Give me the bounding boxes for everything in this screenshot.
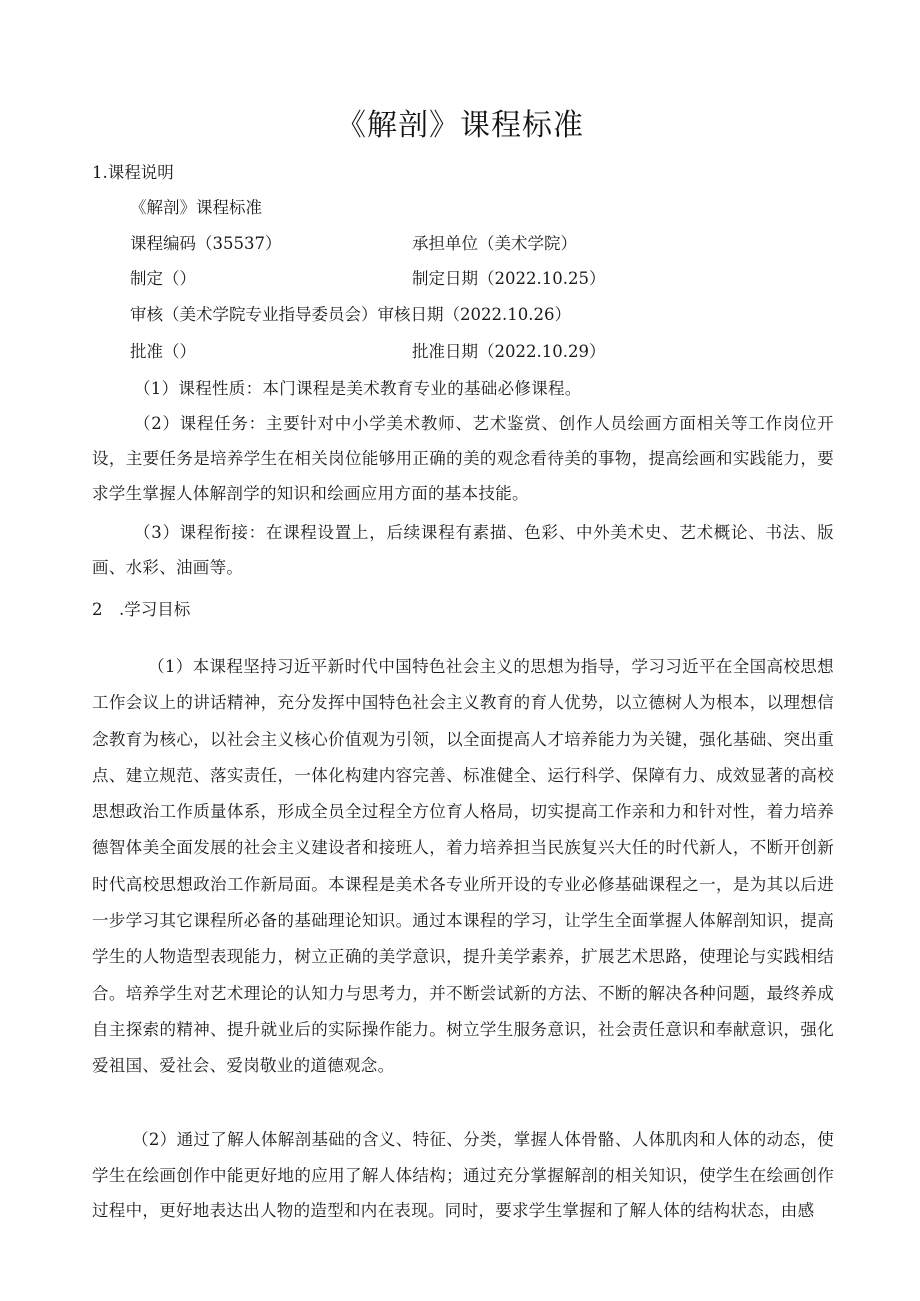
course-nature-paragraph: （1）课程性质：本门课程是美术教育专业的基础必修课程。 — [134, 379, 582, 398]
course-link-paragraph: （3）课程衔接：在课程设置上，后续课程有素描、色彩、中外美术史、艺术概论、书法、版画、水彩、油画等。 — [92, 523, 834, 578]
section-heading-course-description: 1.课程说明 — [92, 163, 174, 182]
section-heading-learning-goals: 2 .学习目标 — [92, 600, 191, 619]
course-name: 《解剖》课程标准 — [130, 198, 262, 217]
course-code: 课程编码（35537） — [130, 234, 282, 253]
learning-goal-1-paragraph: （1）本课程坚持习近平新时代中国特色社会主义的思想为指导，学习习近平在全国高校思想工作会议上的讲话精神，充分发挥中国特色社会主义教育的育人优势，以立德树人为根本，以理想信念教育为核心，以社会主义核心价值观为引领，以全面提高人才培养能力为关键，强化基础、突出重点、建立规范、落实责任，一体化构建内容完善、标准健全、运行科学、保障有力、成效显著的高校思想政治工作质量体系，形成全员全过程全方位育人格局，切实提高工作亲和力和针对性，着力培养德智体美全面发展的社会主义建设者和接班人，着力培养担当民族复兴大任的时代新人，不断开创新时代高校思想政治工作新局面。本课程是美术各专业所开设的专业必修基础课程之一，是为其以后进一步学习其它课程所必备的基础理论知识。通过本课程的学习，让学生全面掌握人体解剖知识，提高学生的人物造型表现能力，树立正确的美学意识，提升美学素养，扩展艺术思路，使理论与实践相结合。培养学生对艺术理论的认知力与思考力，并不断尝试新的方法、不断的解决各种问题，最终养成自主探索的精神、提升就业后的实际操作能力。树立学生服务意识，社会责任意识和奉献意识，强化爱祖国、爱社会、爱岗敬业的道德观念。 — [92, 657, 834, 1076]
approved-by: 批准（） — [130, 342, 196, 361]
course-task-paragraph: （2）课程任务：主要针对中小学美术教师、艺术鉴赏、创作人员绘画方面相关等工作岗位开设，主要任务是培养学生在相关岗位能够用正确的美的观念看待美的事物，提高绘画和实践能力，要求学生掌握人体解剖学的知识和绘画应用方面的基本技能。 — [92, 414, 834, 504]
approved-date: 批准日期（2022.10.29） — [412, 342, 606, 361]
learning-goal-2-paragraph: （2）通过了解人体解剖基础的含义、特征、分类，掌握人体骨骼、人体肌肉和人体的动态，使学生在绘画创作中能更好地的应用了解人体结构；通过充分掌握解剖的相关知识，使学生在绘画创作过程中，更好地表达出人物的造型和内在表现。同时，要求学生掌握和了解人体的结构状态，由感 — [92, 1130, 834, 1220]
responsible-unit: 承担单位（美术学院） — [412, 234, 577, 253]
document-title: 《解剖》课程标准 — [336, 108, 584, 143]
reviewed-by-and-date: 审核（美术学院专业指导委员会）审核日期（2022.10.26） — [130, 305, 571, 324]
drafted-by: 制定（） — [130, 269, 196, 288]
drafted-date: 制定日期（2022.10.25） — [412, 269, 606, 288]
